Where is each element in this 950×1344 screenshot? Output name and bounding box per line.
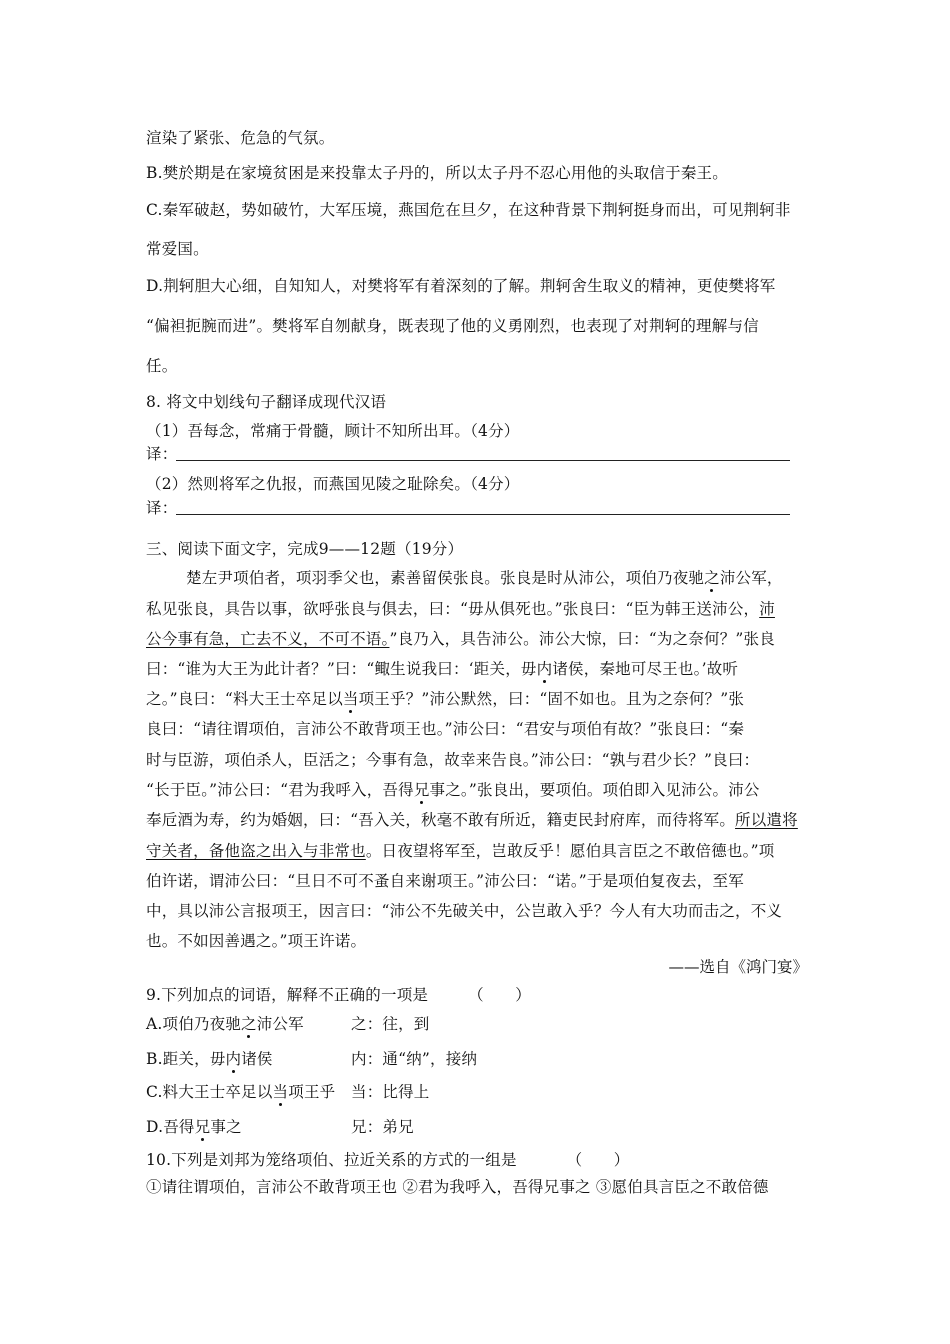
passage-line-8: “长于臣。”沛公曰：“君为我呼入，吾得兄事之。”张良出，要项伯。项伯即入见沛公。沛公 — [146, 781, 760, 799]
q7-option-c-line1: C.秦军破赵，势如破竹，大军压境，燕国危在旦夕，在这种背景下荆轲挺身而出，可见荆轲非 — [146, 201, 791, 219]
passage-line-2: 私见张良，具告以事，欲呼张良与俱去，曰：“毋从俱死也。”张良曰：“臣为韩王送沛公，沛 — [146, 600, 775, 618]
underlined-sentence: 公今事有急，亡去不义，不可不语。 — [146, 630, 390, 648]
dotted-word: 之 — [704, 569, 720, 587]
passage-line-9: 奉卮酒为寿，约为婚姻，曰：“吾入关，秋毫不敢有所近，籍吏民封府库，而待将军。所以遣将 — [146, 811, 798, 829]
passage-line-13: 也。不如因善遇之。”项王许诺。 — [146, 932, 367, 950]
passage-line-10: 守关者，备他盗之出入与非常也。日夜望将军至，岂敢反乎！愿伯具言臣之不敢倍德也。”项 — [146, 842, 775, 860]
q9-option-d: D.吾得兄事之 兄：弟兄 — [146, 1118, 414, 1136]
passage-line-3: 公今事有急，亡去不义，不可不语。”良乃入，具告沛公。沛公大惊，曰：“为之奈何？”张良 — [146, 630, 775, 648]
q8-answer-line-2[interactable] — [176, 514, 790, 515]
q8-answer-label-2: 译： — [146, 499, 178, 517]
q7-option-d-line1: D.荆轲胆大心细，自知知人，对樊将军有着深刻的了解。荆轲舍生取义的精神，更使樊将军 — [146, 277, 776, 295]
q9-option-b: B.距关，毋内诸侯 内：通“纳”，接纳 — [146, 1050, 478, 1068]
passage-line-4: 曰：“谁为大王为此计者？”曰：“鲰生说我曰：‘距关，毋内诸侯，秦地可尽王也。’故听 — [146, 660, 739, 678]
dotted-word: 兄 — [194, 1118, 211, 1136]
q9-option-c: C.料大王士卒足以当项王乎 当：比得上 — [146, 1083, 430, 1101]
q7-option-b: B.樊於期是在家境贫困是来投靠太子丹的，所以太子丹不忍心用他的头取信于秦王。 — [146, 164, 728, 182]
dotted-word: 之 — [241, 1015, 257, 1033]
passage-line-1: 楚左尹项伯者，项羽季父也，素善留侯张良。张良是时从沛公，项伯乃夜驰之沛公军， — [186, 569, 783, 587]
underlined-sentence: 沛 — [759, 600, 775, 618]
q9-option-a: A.项伯乃夜驰之沛公军 之：往，到 — [146, 1015, 430, 1033]
passage-line-11: 伯许诺，谓沛公曰：“旦日不可不蚤自来谢项王。”沛公曰：“诺。”于是项伯复夜去，至军 — [146, 872, 744, 890]
q10-answer-blank[interactable]: （ ） — [566, 1151, 630, 1169]
q8-answer-label-1: 译： — [146, 445, 178, 463]
dotted-word: 兄 — [413, 781, 430, 799]
q10-title: 10.下列是刘邦为笼络项伯、拉近关系的方式的一组是 （ ） — [146, 1151, 630, 1169]
q10-items: ①请往谓项伯，言沛公不敢背项王也 ②君为我呼入，吾得兄事之 ③愿伯具言臣之不敢倍德 — [146, 1178, 769, 1196]
passage-source: ——选自《鸿门宴》 — [668, 958, 808, 976]
q8-title: 8. 将文中划线句子翻译成现代汉语 — [146, 393, 387, 411]
dotted-word: 内 — [536, 660, 553, 678]
dotted-word: 当 — [342, 690, 359, 708]
dotted-word: 内 — [225, 1050, 242, 1068]
q9-title: 9.下列加点的词语，解释不正确的一项是 （ ） — [146, 986, 531, 1004]
passage-line-12: 中，具以沛公言报项王，因言曰：“沛公不先破关中，公岂敢入乎？今人有大功而击之，不义 — [146, 902, 783, 920]
underlined-sentence: 所以遣将 — [735, 811, 798, 829]
q9-answer-blank[interactable]: （ ） — [468, 986, 531, 1004]
q7-option-c-line2: 常爱国。 — [146, 240, 209, 258]
passage-line-6: 良曰：“请往谓项伯，言沛公不敢背项王也。”沛公曰：“君安与项伯有故？”张良曰：“秦 — [146, 720, 745, 738]
passage-line-5: 之。”良曰：“料大王士卒足以当项王乎？”沛公默然，曰：“固不如也。且为之奈何？”张 — [146, 690, 745, 708]
q7-option-d-line3: 任。 — [146, 357, 178, 375]
q8-sentence-2: （2）然则将军之仇报，而燕国见陵之耻除矣。（4分） — [146, 475, 520, 493]
section3-heading: 三、阅读下面文字，完成9——12题（19分） — [146, 540, 464, 558]
q8-sentence-1: （1）吾每念，常痛于骨髓，顾计不知所出耳。（4分） — [146, 422, 520, 440]
q7-option-a-continuation: 渲染了紧张、危急的气氛。 — [146, 129, 335, 147]
underlined-sentence: 守关者，备他盗之出入与非常也 — [146, 842, 366, 860]
q7-option-d-line2: “偏袒扼腕而进”。樊将军自刎献身，既表现了他的义勇刚烈，也表现了对荆轲的理解与信 — [146, 317, 759, 335]
passage-line-7: 时与臣游，项伯杀人，臣活之；今事有急，故幸来告良。”沛公曰：“孰与君少长？”良曰： — [146, 751, 760, 769]
dotted-word: 当 — [272, 1083, 289, 1101]
q8-answer-line-1[interactable] — [176, 460, 790, 461]
